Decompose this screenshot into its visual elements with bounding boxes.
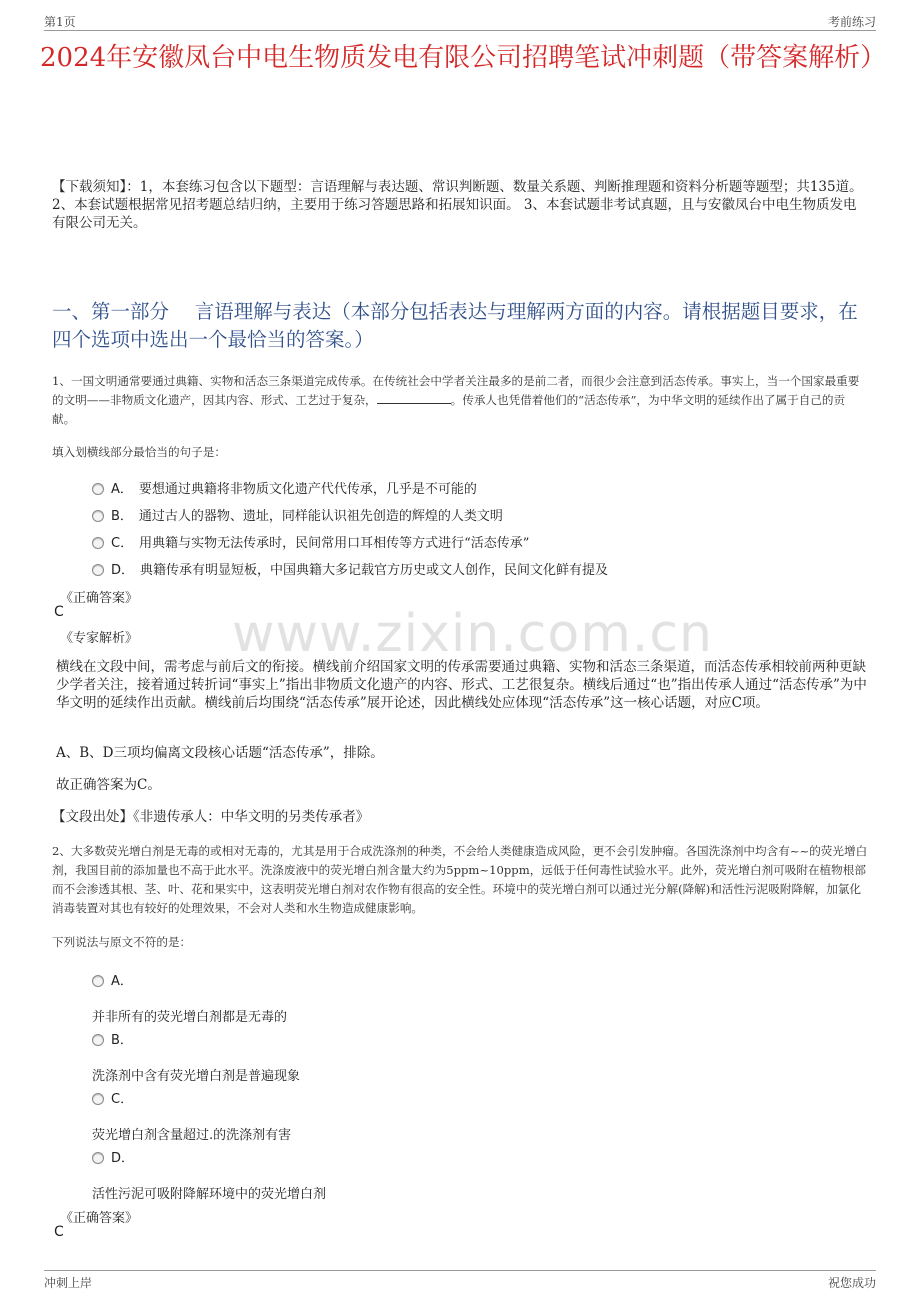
q2-option-d-text: 活性污泥可吸附降解环境中的荧光增白剂 [92,1187,327,1202]
option-letter: A． [111,974,133,989]
page-title: 2024年安徽凤台中电生物质发电有限公司招聘笔试冲刺题（带答案解析） [40,43,887,73]
radio-icon[interactable] [92,1152,104,1164]
page-header [44,10,876,31]
watermark: www.zixin.com.cn [232,604,713,664]
option-letter: C． [111,1092,134,1107]
q1-analysis-label: 《专家解析》 [60,631,139,646]
q2-option-c[interactable] [92,1088,139,1107]
q1-option-a[interactable] [92,478,477,497]
q1-option-d[interactable] [92,559,608,578]
q1-option-b[interactable] [92,505,503,524]
radio-icon[interactable] [92,1034,104,1046]
q1-source: 【文段出处】《非遗传承人：中华文明的另类传承者》 [52,809,370,825]
q1-text-before: 1、一国文明通常要通过典籍、实物和活态三条渠道完成传承。在传统社会中学者关注最多的是前二者，而很少会注意到活态传承。事实上，当一个国家最重要的文明——非物质文化遗产，因其内容、形式、工艺过于复杂， [52,374,860,407]
radio-icon[interactable] [92,1093,104,1105]
q1-answer: C [54,604,64,620]
option-text: 用典籍与实物无法传承时，民间常用口耳相传等方式进行“活态传承” [139,536,530,551]
radio-icon[interactable] [92,510,104,522]
q2-answer-label: 《正确答案》 [60,1211,139,1226]
option-letter: C． [111,536,134,551]
q2-option-b[interactable] [92,1029,139,1048]
question-2-text: 2、大多数荧光增白剂是无毒的或相对无毒的，尤其是用于合成洗涤剂的种类，不会给人类健康造成风险，更不会引发肿瘤。各国洗涤剂中均含有~~的荧光增白剂，我国目前的添加量也不高于此水平。洗涤废液中的荧光增白剂含量大约为5ppm~10ppm，远低于任何毒性试验水平。此外，荧光增白剂可吸附在植物根部而不会渗透其根、茎、叶、花和果实中，这表明荧光增白剂对农作物有很高的安全性。环境中的荧光增白剂可以通过光分解(降解)和活性污泥吸附降解，加氯化消毒装置对其也有较好的处理效果，不会对人类和水生物造成健康影响。 [52,844,868,915]
option-letter: D． [111,563,135,578]
page-number: 第1页 [44,15,76,29]
q1-option-c[interactable] [92,532,529,551]
radio-icon[interactable] [92,537,104,549]
section-title: 一、第一部分 言语理解与表达（本部分包括表达与理解两方面的内容。请根据题目要求，在四个选项中选出一个最恰当的答案。） [52,300,858,351]
q2-answer: C [54,1224,64,1240]
option-letter: D． [111,1151,135,1166]
q1-answer-label: 《正确答案》 [60,591,139,606]
option-letter: A． [111,482,133,497]
q1-analysis-conclusion: 故正确答案为C。 [56,777,161,793]
q1-analysis-exclusion: A、B、D三项均偏离文段核心话题“活态传承”，排除。 [56,745,384,761]
download-notice: 【下载须知】：1，本套练习包含以下题型：言语理解与表达题、常识判断题、数量关系题、判断推理题和资料分析题等题型；共135道。 2、本套试题根据常见招考题总结归纳，主要用于练习答题思路和拓展知识面。 3、本套试题非考试真题，且与安徽凤台中电生物质发电有限公司无关。 [52,179,863,231]
q2-option-a-text: 并非所有的荧光增白剂都是无毒的 [92,1010,288,1025]
footer-left-text: 冲刺上岸 [44,1276,93,1290]
radio-icon[interactable] [92,483,104,495]
question-1-prompt: 填入划横线部分最恰当的句子是： [52,445,226,459]
option-text: 典籍传承有明显短板，中国典籍大多记载官方历史或文人创作，民间文化鲜有提及 [140,563,609,578]
footer-right-text: 祝您成功 [827,1276,876,1290]
page-footer [44,1270,876,1295]
fill-blank [377,393,451,404]
radio-icon[interactable] [92,564,104,576]
option-letter: B． [111,509,133,524]
option-text: 通过古人的器物、遗址，同样能认识祖先创造的辉煌的人类文明 [138,509,503,524]
header-label: 考前练习 [827,15,876,29]
option-letter: B． [111,1033,133,1048]
question-1-text [52,372,868,429]
q2-option-a[interactable] [92,970,139,989]
question-2-prompt: 下列说法与原文不符的是： [52,935,192,949]
radio-icon[interactable] [92,975,104,987]
q1-analysis-paragraph: 横线在文段中间，需考虑与前后文的衔接。横线前介绍国家文明的传承需要通过典籍、实物和活态三条渠道，而活态传承相较前两种更缺少学者关注，接着通过转折词“事实上”指出非物质文化遗产的内容、形式、工艺很复杂。横线后通过“也”指出传承人通过“活态传承”为中华文明的延续作出贡献。横线前后均围绕“活态传承”展开论述，因此横线处应体现“活态传承”这一核心话题，对应C项。 [56,659,867,711]
q1-text-after: 。传承人也凭借着他们的“活态传承”，为中华文明的延续作出了属于自己的贡献。 [52,393,846,426]
q2-option-b-text: 洗涤剂中含有荧光增白剂是普遍现象 [92,1069,301,1084]
q2-option-d[interactable] [92,1147,140,1166]
option-text: 要想通过典籍将非物质文化遗产代代传承，几乎是不可能的 [138,482,477,497]
q2-option-c-text: 荧光增白剂含量超过.的洗涤剂有害 [92,1128,292,1143]
